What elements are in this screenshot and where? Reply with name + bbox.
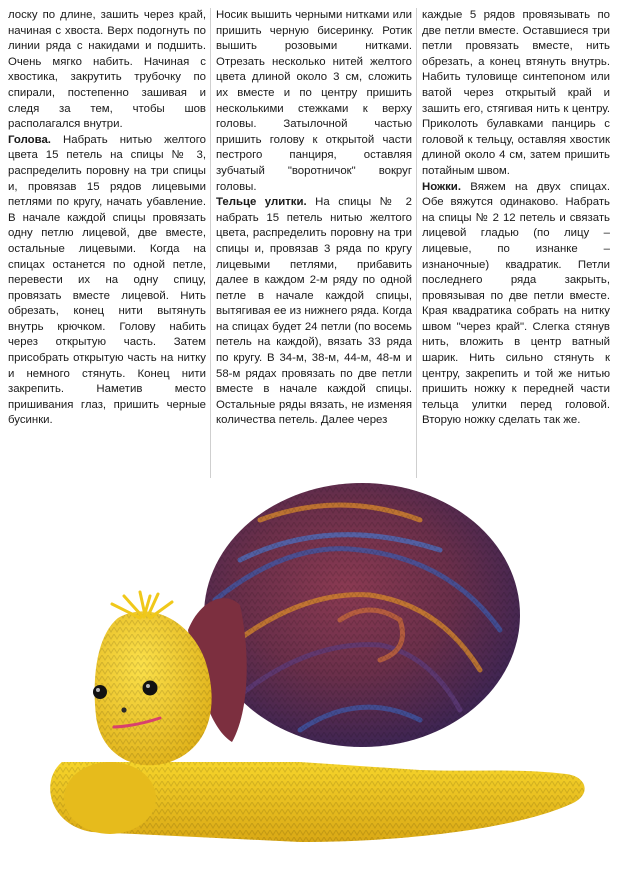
column-divider bbox=[416, 8, 417, 478]
legs-instructions: Вяжем на двух спицах. Обе вяжутся одинаково. Набрать на спицы № 2 12 петель и связать лицевой гладью (по лицу – лицевые, по изнанке – изнаночные) квадратик. Петли последнего ряда закрыть, провязывая по две петли вместе. Края квадратика собрать на нитку швом "через край". Слегка стянув нить, вложить в центр ватный шарик. Нить сильно стянуть к центру, закрепить и той же нитью пришить ножку к передней части тельца улитки перед головой. Вторую ножку сделать так же. bbox=[422, 180, 610, 427]
paragraph-body bbox=[216, 195, 412, 429]
snail-leg bbox=[64, 762, 156, 834]
article-column-2 bbox=[216, 8, 412, 492]
section-heading-head: Голова. bbox=[8, 133, 51, 146]
left-eye bbox=[93, 685, 107, 699]
column-divider bbox=[210, 8, 211, 478]
head-instructions: Набрать нитью желтого цвета 15 петель на спицы № 3, распределить поровну на три спицы и, провязав 15 рядов лицевыми петлями по кругу, начать убавление. В начале каждой спицы провязать одну петлю лицевой, две вместе, остальные лицевыми. Когда на спицах останется по одной петле, перевести их на одну спицу, провязать вместе лицевой. Нить обрезать, конец нити вытянуть внутрь крючком. Голову набить через открытую часть. Затем присобрать открытую часть на нитку и немного стянуть. Конец нити закрепить. Наметив место пришивания глаз, пришить черные бусинки. bbox=[8, 133, 206, 427]
article-column-1 bbox=[8, 8, 206, 476]
paragraph-legs bbox=[422, 180, 610, 430]
snail-toy-photo bbox=[0, 480, 617, 871]
hair-tuft bbox=[112, 592, 172, 618]
paragraph-head bbox=[8, 133, 206, 429]
article-column-3 bbox=[422, 8, 610, 478]
paragraph-body-finish: каждые 5 рядов провязывать по две петли вместе. Оставшиеся три петли провязать вместе, нить обрезать, а конец втянуть внутрь. Набить туловище синтепоном или ватой через открытый край и зашить его, стягивая нить к центру. Приколоть булавками панцирь с головой к тельцу, оставляя хвостик длиной около 4 см, затем пришить потайным швом. bbox=[422, 9, 610, 177]
snail-shell bbox=[204, 483, 520, 747]
paragraph-tail-assembly: лоску по длине, зашить через край, начиная с хвоста. Верх подогнуть по линии ряда с накидами и подшить. Очень мягко набить. Начиная с хвостика, закрутить трубочку по спирали, постепенно зашивая и следя за тем, чтобы шов располагался внутри. bbox=[8, 9, 206, 131]
body-instructions: На спицы № 2 набрать 15 петель нитью желтого цвета, распределить поровну на три спицы и, провязав 3 ряда по кругу лицевыми петлями, прибавить далее в каждом 2-м ряду по одной петле в начале каждой спицы, вытягивая ее из нижнего ряда. Когда на спицах будет 24 петли (по восемь петель на каждой), вязать 33 ряда по кругу. В 34-м, 38-м, 44-м, 48-м и 58-м рядах провязать по две петли вместе в начале каждой спицы. Остальные ряды вязать, не изменяя количества петель. Далее через bbox=[216, 196, 412, 427]
paragraph-face: Носик вышить черными нитками или пришить черную бисеринку. Ротик вышить розовыми нитками. Отрезать несколько нитей желтого цвета длиной около 3 см, сложить их вместе и по центру пришить несколькими стежками к верху головы. Затылочной частью пришить голову к открытой части пестрого панциря, оставляя зубчатый "воротничок" вокруг головы. bbox=[216, 9, 412, 193]
section-heading-body: Тельце улитки. bbox=[216, 196, 307, 209]
nose bbox=[121, 707, 126, 712]
right-eye bbox=[143, 681, 158, 696]
snail-head bbox=[93, 592, 212, 765]
section-heading-legs: Ножки. bbox=[422, 180, 461, 193]
